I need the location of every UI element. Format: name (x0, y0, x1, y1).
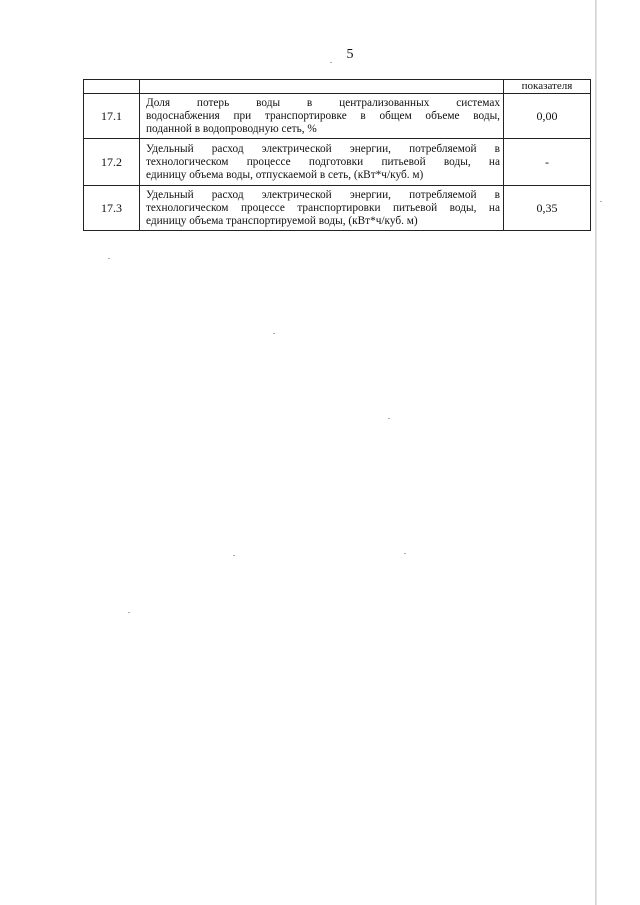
row-number: 17.3 (84, 186, 140, 231)
row-value: 0,00 (504, 94, 591, 139)
scan-speck (273, 333, 275, 334)
row-description (140, 94, 504, 139)
description-line: поданной в водопроводную сеть, % (146, 122, 317, 135)
row-value: 0,35 (504, 186, 591, 231)
row-description (140, 186, 504, 231)
header-cell-number (84, 80, 140, 94)
scan-page-edge (595, 0, 597, 905)
table-header-row (84, 80, 591, 94)
table-row (84, 94, 591, 139)
scan-speck (388, 418, 390, 419)
scan-speck (330, 62, 332, 63)
scan-speck (404, 553, 406, 554)
indicators-table (83, 79, 591, 231)
header-cell-value: показателя (504, 80, 591, 94)
description-line: единицу объема транспортируемой воды, (кВт*ч/куб. м) (146, 214, 418, 227)
scan-speck (128, 612, 130, 613)
scan-speck (108, 258, 110, 259)
description-line: Удельный расход электрической энергии, потребляемой в (146, 188, 500, 201)
row-number: 17.2 (84, 139, 140, 186)
header-cell-description (140, 80, 504, 94)
row-value: - (504, 139, 591, 186)
description-line: Доля потерь воды в централизованных системах (146, 96, 500, 109)
scan-speck (233, 555, 235, 556)
scan-speck (600, 201, 602, 202)
description-line: единицу объема воды, отпускаемой в сеть, (кВт*ч/куб. м) (146, 168, 424, 181)
table-row (84, 139, 591, 186)
page-number: 5 (346, 47, 354, 62)
table-row (84, 186, 591, 231)
description-line: водоснабжения при транспортировке в общем объеме воды, (146, 109, 500, 122)
row-number: 17.1 (84, 94, 140, 139)
description-line: технологическом процессе подготовки питьевой воды, на (146, 155, 500, 168)
description-line: технологическом процессе транспортировки питьевой воды, на (146, 201, 500, 214)
description-line: Удельный расход электрической энергии, потребляемой в (146, 142, 500, 155)
row-description (140, 139, 504, 186)
